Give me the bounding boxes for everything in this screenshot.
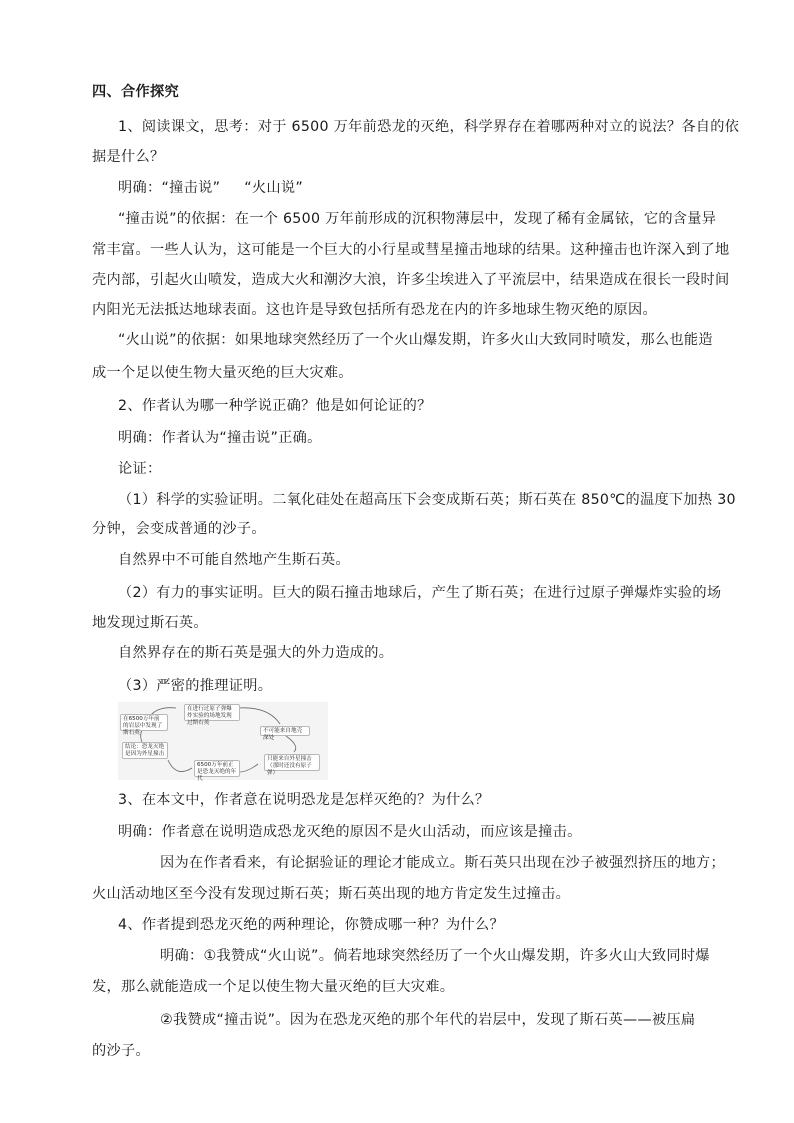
question-4-answer-2-line-1: ②我赞成“撞击说”。因为在恐龙灭绝的那个年代的岩层中，发现了斯石英——被压扁 [160, 1012, 696, 1028]
question-2: 2、作者认为哪一种学说正确？他是如何论证的？ [118, 398, 432, 414]
diagram-box-alien-impact: 只能来自外星撞击（那时还没有原子弹） [264, 754, 320, 771]
question-3: 3、在本文中，作者意在说明恐龙是怎样灭绝的？为什么？ [118, 792, 490, 808]
volcano-theory-line-1: “火山说”的依据：如果地球突然经历了一个火山爆发期，许多火山大致同时喷发，那么也能造 [118, 332, 713, 348]
impact-theory-line-1: “撞击说”的依据：在一个 6500 万年前形成的沉积物薄层中，发现了稀有金属铱，它的含量异 [118, 211, 717, 227]
proof-1-line-1: （1）科学的实验证明。二氧化硅处在超高压下会变成斯石英；斯石英在 850℃的温度下加热 30 [118, 492, 736, 508]
question-3-reason-line-1: 因为在作者看来，有论据验证的理论才能成立。斯石英只出现在沙子被强烈挤压的地方； [160, 855, 726, 871]
question-3-reason-line-2: 火山活动地区至今没有发现过斯石英；斯石英出现的地方肯定发生过撞击。 [92, 886, 571, 902]
proof-2-line-2: 地发现过斯石英。 [92, 615, 208, 631]
impact-theory-line-2: 常丰富。一些人认为，这可能是一个巨大的小行星或彗星撞击地球的结果。这种撞击也许深入到了地 [92, 242, 730, 258]
question-4-answer-1-line-1: 明确：①我赞成“火山说”。倘若地球突然经历了一个火山爆发期，许多火山大致同时爆 [160, 948, 710, 964]
reasoning-diagram [118, 702, 328, 780]
proof-2-conclusion: 自然界存在的斯石英是强大的外力造成的。 [118, 645, 394, 661]
question-4-answer-2-line-2: 的沙子。 [92, 1043, 150, 1059]
question-4-answer-1-line-2: 发，那么就能造成一个足以使生物大量灭绝的巨大灾难。 [92, 979, 455, 995]
argument-label: 论证： [118, 461, 162, 477]
proof-3: （3）严密的推理证明。 [118, 678, 273, 694]
question-3-answer: 明确：作者意在说明造成恐龙灭绝的原因不是火山活动，而应该是撞击。 [118, 824, 582, 840]
proof-1-line-2: 分钟，会变成普通的沙子。 [92, 521, 266, 537]
question-1-line-2: 据是什么？ [92, 149, 165, 165]
proof-2-line-1: （2）有力的事实证明。巨大的陨石撞击地球后，产生了斯石英；在进行过原子弹爆炸实验的场 [118, 585, 722, 601]
volcano-theory-line-2: 成一个足以使生物大量灭绝的巨大灾难。 [92, 365, 353, 381]
section-heading: 四、合作探究 [92, 84, 179, 100]
impact-theory-line-4: 内阳光无法抵达地球表面。这也许是导致包括所有恐龙在内的许多地球生物灭绝的原因。 [92, 302, 658, 318]
diagram-box-conclusion: 结论：恐龙灭绝是因为外星撞击 [122, 742, 168, 759]
impact-theory-line-3: 壳内部，引起火山喷发，造成大火和潮汐大浪，许多尘埃进入了平流层中，结果造成在很长一段时间 [92, 272, 730, 288]
question-4: 4、作者提到恐龙灭绝的两种理论，你赞成哪一种？为什么？ [118, 917, 505, 933]
question-2-answer: 明确：作者认为“撞击说”正确。 [118, 430, 322, 446]
diagram-box-rock-layer: 在6500万年前的岩层中发现了斯石英 [120, 714, 168, 731]
diagram-box-bomb-site: 在进行过原子弹爆炸实验的场地发现过斯石英 [184, 704, 240, 721]
question-1-line-1: 1、阅读课文，思考：对于 6500 万年前恐龙的灭绝，科学界存在着哪两种对立的说法？各自的依 [118, 119, 740, 135]
diagram-box-not-from-crust: 不可能来自地壳深处 [260, 726, 310, 736]
question-1-answer: 明确：“撞击说” “火山说” [118, 180, 304, 196]
proof-1-conclusion: 自然界中不可能自然地产生斯石英。 [118, 552, 350, 568]
diagram-box-extinction-era: 6500万年前正是恐龙灭绝的年代 [194, 760, 240, 777]
